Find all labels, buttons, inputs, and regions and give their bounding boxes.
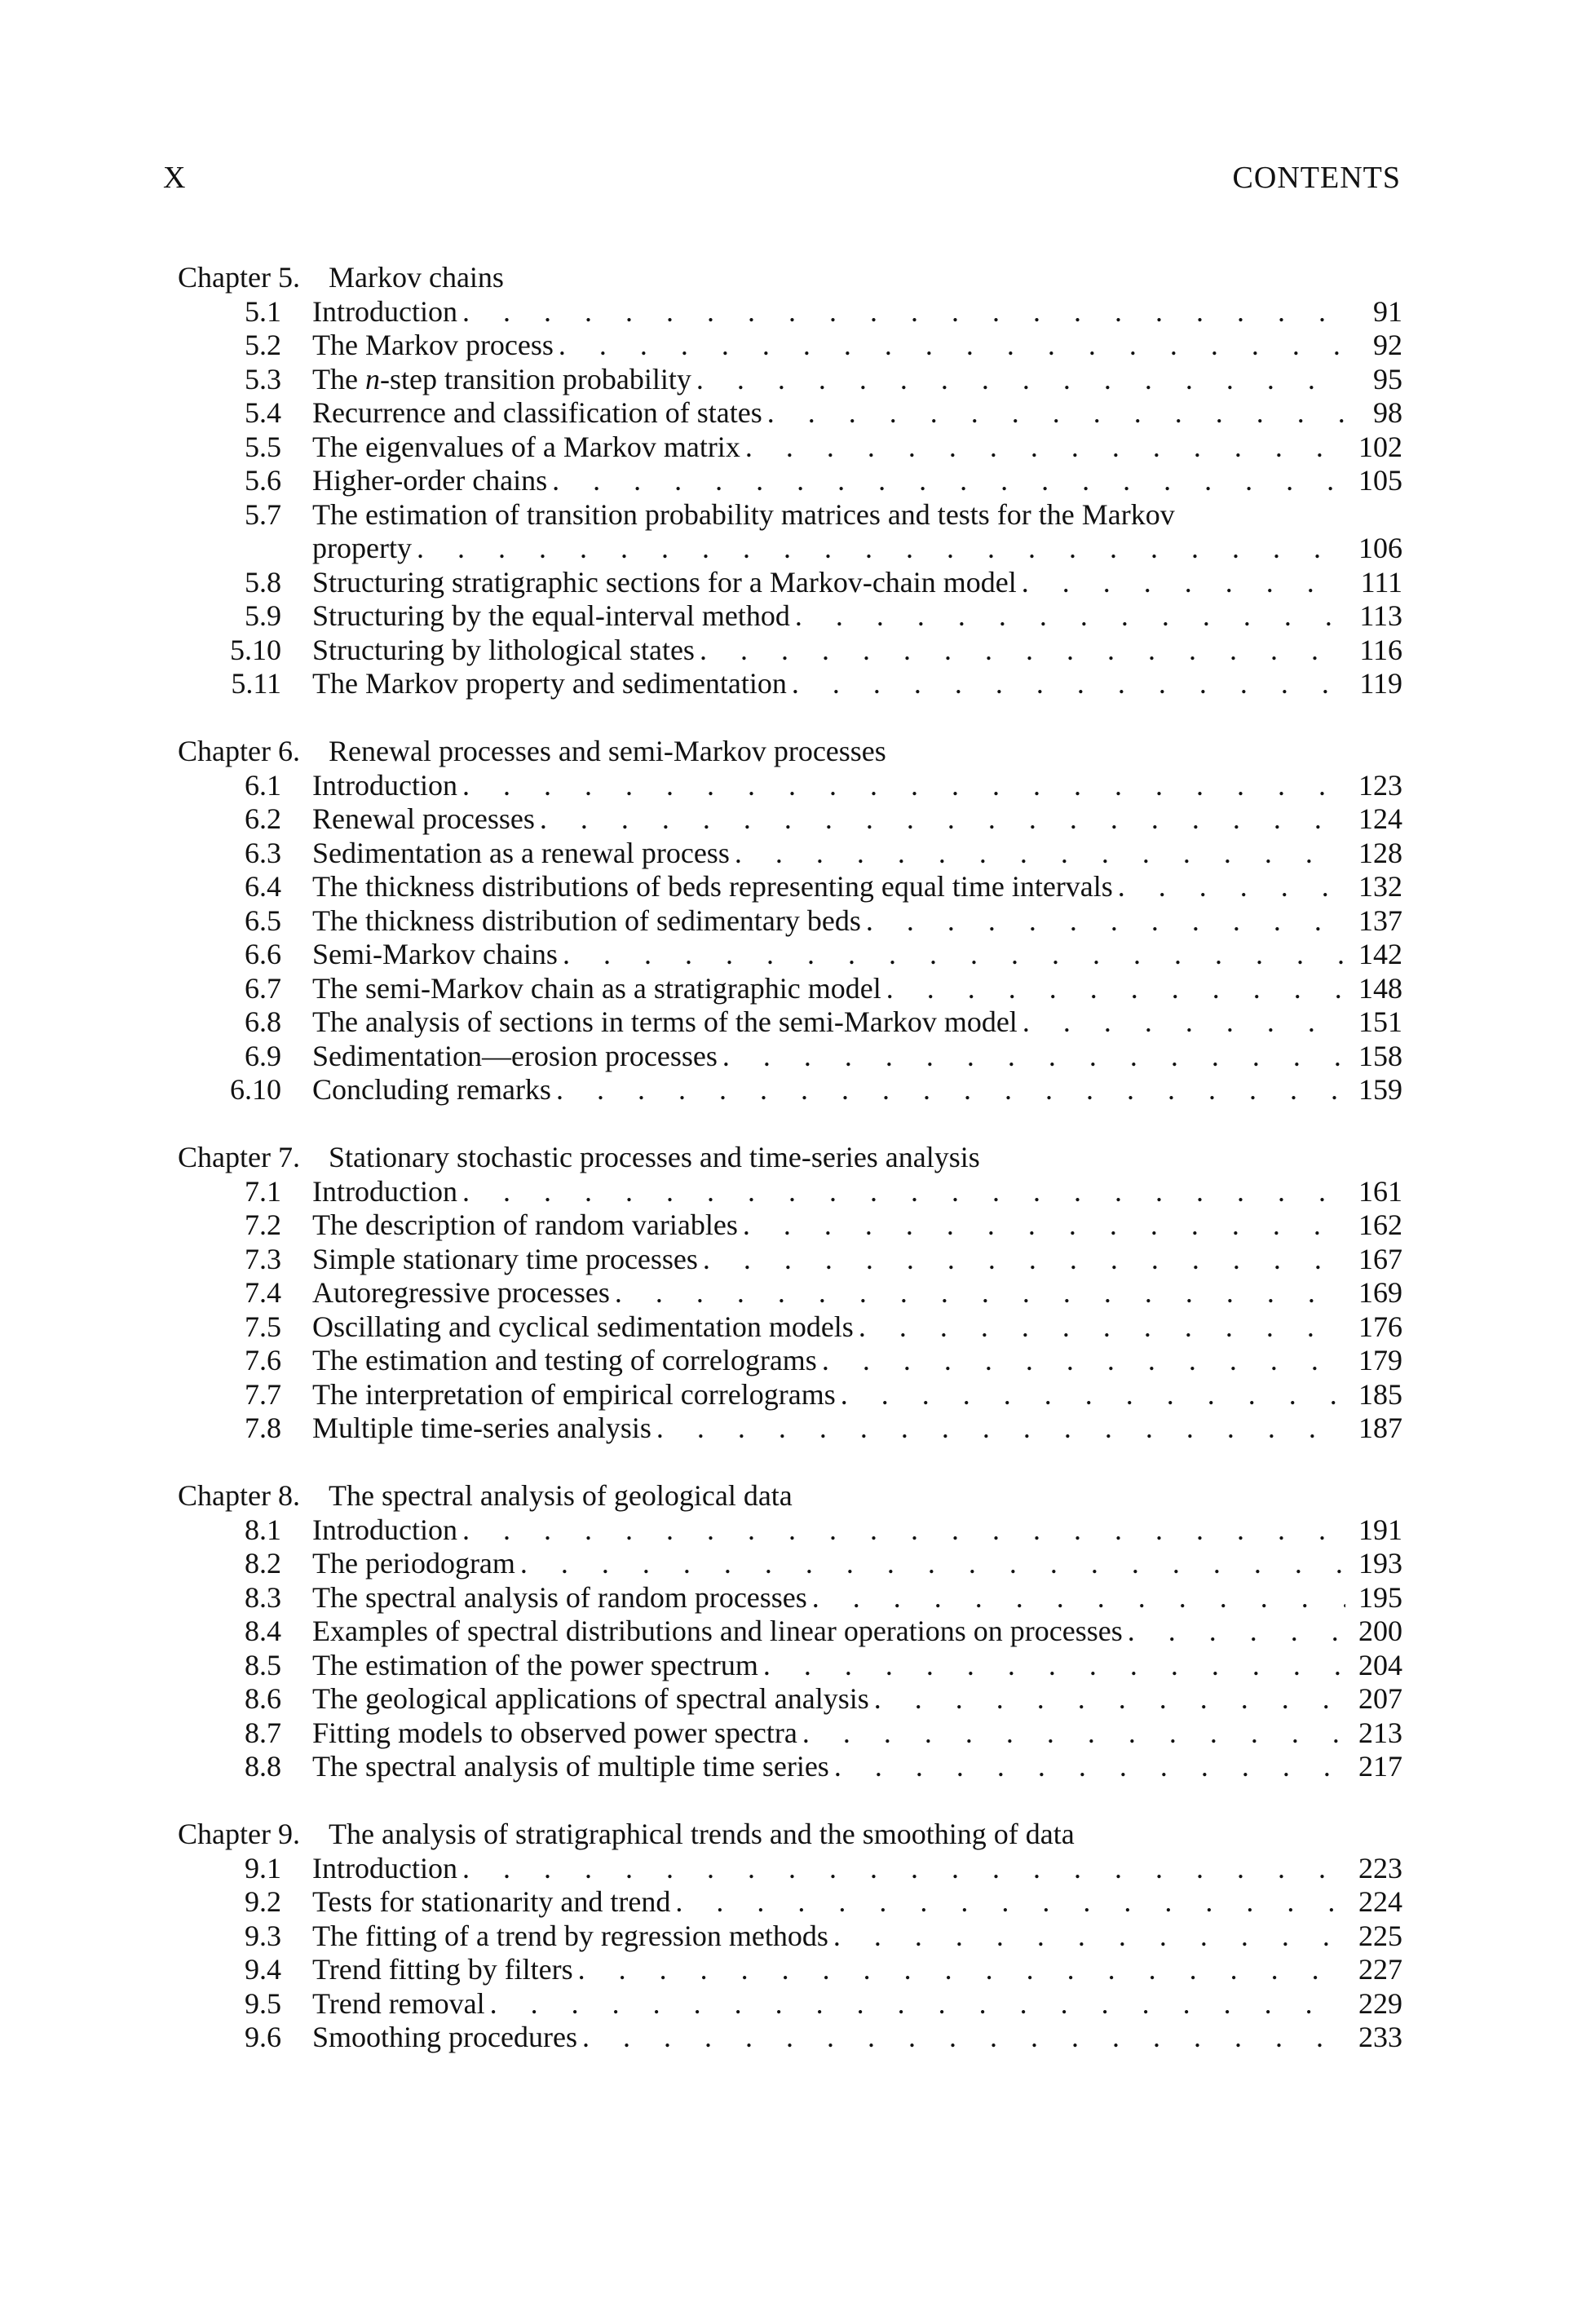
section-page-number: 142 [1358, 938, 1402, 970]
section-title: Smoothing procedures [312, 2021, 577, 2053]
dot-leader [578, 1953, 1345, 1987]
section-page-number: 223 [1358, 1851, 1402, 1884]
dot-leader [462, 1852, 1345, 1886]
section-title: Recurrence and classification of states [312, 396, 762, 429]
chapter-block [178, 1141, 1402, 1446]
section-page-number: 162 [1358, 1208, 1402, 1241]
dot-leader [696, 363, 1345, 397]
dot-leader [417, 532, 1345, 566]
dot-leader [559, 329, 1345, 363]
toc-entry[interactable] [178, 1243, 1402, 1277]
toc-entry[interactable] [178, 1513, 1402, 1548]
section-title: The periodogram [312, 1547, 515, 1580]
section-page-number: 95 [1373, 362, 1402, 395]
dot-leader [563, 938, 1345, 972]
toc-entry[interactable] [178, 464, 1402, 498]
section-number: 6.7 [245, 971, 281, 1005]
toc-entry[interactable] [178, 1716, 1402, 1751]
toc-entry-row [178, 431, 1402, 465]
table-of-contents [178, 261, 1402, 2088]
toc-entry[interactable] [178, 1310, 1402, 1345]
section-page-number: 176 [1358, 1310, 1402, 1343]
section-number: 8.3 [245, 1580, 281, 1614]
chapter-heading[interactable] [178, 1479, 1402, 1513]
toc-entry[interactable] [178, 1750, 1402, 1784]
toc-entry[interactable] [178, 1005, 1402, 1040]
toc-entry[interactable] [178, 1547, 1402, 1581]
section-page-number: 151 [1358, 1005, 1402, 1038]
section-title-line1: The estimation of transition probability matrices and tests for the Markov [312, 497, 1175, 531]
section-page-number: 179 [1358, 1344, 1402, 1376]
section-number: 6.5 [245, 904, 281, 937]
section-number: 5.9 [245, 599, 281, 632]
dot-leader [1128, 1615, 1345, 1649]
toc-entry[interactable] [178, 1649, 1402, 1683]
section-title: Introduction [312, 294, 457, 328]
section-number: 5.10 [230, 633, 281, 666]
toc-entry-row [178, 1547, 1402, 1581]
section-title: Trend removal [312, 1986, 485, 2020]
section-number: 5.5 [245, 430, 281, 463]
dot-leader [615, 1276, 1345, 1310]
section-title: Structuring by lithological states [312, 633, 695, 666]
toc-entry[interactable] [178, 769, 1402, 803]
dot-leader [462, 1175, 1345, 1209]
section-title: Examples of spectral distributions and linear operations on processes [312, 1615, 1123, 1647]
section-page-number: 229 [1358, 1986, 1402, 2020]
toc-entry-row [178, 1243, 1402, 1277]
section-title: Trend fitting by filters [312, 1953, 573, 1986]
toc-entry[interactable] [178, 1276, 1402, 1310]
section-number: 8.7 [245, 1716, 281, 1749]
section-title: Concluding remarks [312, 1073, 551, 1106]
toc-entry-row [178, 972, 1402, 1006]
page-title: CONTENTS [1232, 161, 1401, 195]
section-page-number: 116 [1359, 633, 1402, 666]
toc-entry[interactable] [178, 2021, 1402, 2055]
toc-entry-row [178, 1750, 1402, 1784]
section-number: 8.1 [245, 1513, 281, 1546]
dot-leader [675, 1885, 1345, 1920]
section-page-number: 91 [1373, 294, 1402, 328]
toc-entry-row [178, 769, 1402, 803]
section-title: The fitting of a trend by regression methods [312, 1919, 828, 1952]
toc-entry[interactable] [178, 1987, 1402, 2021]
toc-entry-row [178, 1276, 1402, 1310]
section-number: 6.1 [245, 768, 281, 802]
toc-entry[interactable] [178, 1208, 1402, 1243]
section-number: 7.1 [245, 1174, 281, 1208]
section-title: The estimation of the power spectrum [312, 1648, 758, 1681]
toc-entry[interactable] [178, 904, 1402, 939]
section-page-number: 111 [1360, 565, 1402, 599]
section-page-number: 213 [1358, 1716, 1402, 1749]
section-title: The interpretation of empirical correlograms [312, 1377, 836, 1411]
dot-leader [743, 1208, 1345, 1243]
section-page-number: 132 [1358, 870, 1402, 903]
dot-leader [1118, 870, 1345, 904]
section-number: 6.8 [245, 1005, 281, 1038]
section-title: The analysis of sections in terms of the semi-Markov model [312, 1005, 1018, 1038]
dot-leader [462, 1513, 1345, 1548]
section-title: The semi-Markov chain as a stratigraphic model [312, 971, 881, 1005]
section-page-number: 224 [1358, 1885, 1402, 1918]
section-number: 5.11 [231, 667, 281, 700]
section-number: 6.3 [245, 836, 281, 869]
toc-entry[interactable] [178, 1344, 1402, 1378]
toc-entry-first-line [178, 498, 1402, 532]
dot-leader [802, 1716, 1345, 1751]
section-title: The description of random variables [312, 1208, 738, 1241]
toc-entry-row [178, 1005, 1402, 1040]
section-title: The estimation and testing of correlograms [312, 1344, 817, 1376]
toc-entry-row [178, 1716, 1402, 1751]
toc-entry-row [178, 1885, 1402, 1920]
section-page-number: 158 [1358, 1039, 1402, 1072]
toc-entry-row [178, 1040, 1402, 1074]
dot-leader [462, 769, 1345, 803]
section-number: 8.2 [245, 1547, 281, 1580]
section-page-number: 106 [1358, 532, 1402, 564]
section-page-number: 161 [1358, 1174, 1402, 1208]
toc-entry[interactable] [178, 667, 1402, 701]
section-page-number: 105 [1358, 464, 1402, 497]
section-number: 8.6 [245, 1682, 281, 1715]
section-page-number: 113 [1359, 599, 1402, 632]
toc-entry-row [178, 1310, 1402, 1345]
dot-leader [822, 1344, 1345, 1378]
chapter-heading[interactable] [178, 1818, 1402, 1852]
dot-leader [656, 1412, 1345, 1446]
page-number: X [163, 161, 187, 195]
section-page-number: 92 [1373, 329, 1402, 361]
dot-leader [795, 599, 1345, 634]
section-number: 9.3 [245, 1919, 281, 1952]
dot-leader [1022, 1005, 1345, 1040]
section-page-number: 187 [1358, 1412, 1402, 1444]
dot-leader [886, 972, 1345, 1006]
section-page-number: 148 [1358, 971, 1402, 1005]
dot-leader [552, 464, 1345, 498]
section-page-number: 119 [1359, 667, 1402, 700]
section-title: Fitting models to observed power spectra [312, 1716, 797, 1749]
section-title: Structuring stratigraphic sections for a Markov-chain model [312, 565, 1017, 599]
toc-entry[interactable] [178, 431, 1402, 465]
chapter-title: Markov chains [329, 261, 504, 294]
section-title: The spectral analysis of random processes [312, 1580, 807, 1614]
section-title: Introduction [312, 1174, 457, 1208]
toc-entry-row [178, 1682, 1402, 1716]
chapter-title: Stationary stochastic processes and time-series analysis [329, 1141, 980, 1173]
toc-entry[interactable] [178, 1581, 1402, 1615]
toc-entry-row [178, 566, 1402, 600]
chapter-label: Chapter 9. [178, 1818, 300, 1850]
dot-leader [841, 1378, 1345, 1412]
section-page-number: 225 [1358, 1919, 1402, 1952]
section-number: 9.6 [245, 2021, 281, 2053]
toc-entry-row [178, 938, 1402, 972]
section-title: Semi-Markov chains [312, 938, 558, 970]
section-number: 7.7 [245, 1377, 281, 1411]
toc-entry-row [178, 634, 1402, 668]
dot-leader [792, 667, 1345, 701]
section-number: 6.10 [230, 1073, 281, 1106]
section-title: The n-step transition probability [312, 362, 691, 395]
toc-entry[interactable] [178, 802, 1402, 837]
toc-entry-row [178, 1920, 1402, 1954]
section-title: The thickness distributions of beds representing equal time intervals [312, 870, 1113, 903]
section-number: 6.6 [245, 938, 281, 970]
section-title: Introduction [312, 1851, 457, 1884]
toc-entry-row [178, 904, 1402, 939]
toc-entry-row [178, 464, 1402, 498]
section-number: 6.9 [245, 1039, 281, 1072]
section-title: Renewal processes [312, 802, 535, 835]
chapter-block [178, 1479, 1402, 1784]
section-number: 5.1 [245, 294, 281, 328]
section-title: Multiple time-series analysis [312, 1412, 651, 1444]
toc-entry[interactable] [178, 329, 1402, 363]
toc-entry-row [178, 1852, 1402, 1886]
dot-leader [735, 837, 1345, 871]
toc-entry-row [178, 1344, 1402, 1378]
section-page-number: 207 [1358, 1682, 1402, 1715]
section-number: 7.8 [245, 1412, 281, 1444]
section-number: 5.4 [245, 396, 281, 429]
toc-entry-row [178, 329, 1402, 363]
chapter-title: The analysis of stratigraphical trends and the smoothing of data [329, 1818, 1075, 1850]
chapter-block [178, 1818, 1402, 2055]
toc-entry[interactable] [178, 396, 1402, 431]
section-number: 8.5 [245, 1648, 281, 1681]
section-page-number: 124 [1358, 802, 1402, 835]
dot-leader [812, 1581, 1345, 1615]
section-page-number: 204 [1358, 1648, 1402, 1681]
toc-entry[interactable] [178, 1412, 1402, 1446]
section-number: 9.1 [245, 1851, 281, 1884]
section-page-number: 159 [1358, 1073, 1402, 1106]
section-title: The eigenvalues of a Markov matrix [312, 430, 740, 463]
toc-entry-row [178, 396, 1402, 431]
section-title: Higher-order chains [312, 464, 548, 497]
dot-leader [745, 431, 1345, 465]
toc-entry[interactable] [178, 1040, 1402, 1074]
dot-leader [767, 396, 1345, 431]
section-number: 5.3 [245, 362, 281, 395]
toc-entry-row [178, 1412, 1402, 1446]
dot-leader [859, 1310, 1345, 1345]
section-title: The spectral analysis of multiple time series [312, 1750, 829, 1783]
section-page-number: 167 [1358, 1242, 1402, 1275]
section-number: 7.4 [245, 1276, 281, 1309]
dot-leader [763, 1649, 1345, 1683]
chapter-title: Renewal processes and semi-Markov processes [329, 735, 886, 767]
section-page-number: 191 [1358, 1513, 1402, 1546]
toc-entry[interactable] [178, 634, 1402, 668]
toc-entry[interactable] [178, 870, 1402, 904]
toc-entry-row [178, 599, 1402, 634]
toc-entry[interactable] [178, 938, 1402, 972]
toc-entry-row [178, 2021, 1402, 2055]
section-number: 5.6 [245, 464, 281, 497]
toc-entry[interactable] [178, 1378, 1402, 1412]
toc-entry-row [178, 837, 1402, 871]
section-title: Simple stationary time processes [312, 1242, 698, 1275]
toc-entry-row [178, 1953, 1402, 1987]
toc-entry[interactable] [178, 1852, 1402, 1886]
toc-entry-row [178, 1208, 1402, 1243]
section-title: Autoregressive processes [312, 1276, 610, 1309]
section-page-number: 169 [1358, 1276, 1402, 1309]
section-title: Tests for stationarity and trend [312, 1885, 671, 1918]
section-title: The Markov process [312, 329, 554, 361]
toc-entry[interactable] [178, 1920, 1402, 1954]
toc-entry[interactable] [178, 1682, 1402, 1716]
section-page-number: 98 [1373, 396, 1402, 429]
dot-leader [866, 904, 1345, 939]
chapter-block [178, 735, 1402, 1107]
toc-entry-row [178, 1987, 1402, 2021]
dot-leader [722, 1040, 1345, 1074]
section-title: Introduction [312, 768, 457, 802]
section-title: property [312, 532, 412, 564]
chapter-label: Chapter 5. [178, 261, 300, 294]
dot-leader [520, 1547, 1345, 1581]
section-title: The Markov property and sedimentation [312, 667, 787, 700]
toc-entry-row [178, 1649, 1402, 1683]
toc-entry-row [178, 1378, 1402, 1412]
toc-entry[interactable] [178, 837, 1402, 871]
section-number: 9.5 [245, 1986, 281, 2020]
dot-leader [700, 634, 1345, 668]
toc-entry[interactable] [178, 566, 1402, 600]
toc-entry[interactable] [178, 498, 1402, 566]
toc-entry[interactable] [178, 972, 1402, 1006]
section-number: 5.7 [245, 497, 281, 531]
chapter-label: Chapter 6. [178, 735, 300, 767]
section-page-number: 227 [1358, 1953, 1402, 1986]
section-page-number: 195 [1358, 1580, 1402, 1614]
section-number: 9.4 [245, 1953, 281, 1986]
toc-entry-row [178, 1513, 1402, 1548]
dot-leader [490, 1987, 1345, 2021]
dot-leader [703, 1243, 1345, 1277]
toc-entry[interactable] [178, 363, 1402, 397]
section-title: Oscillating and cyclical sedimentation models [312, 1310, 854, 1343]
section-page-number: 102 [1358, 430, 1402, 463]
section-page-number: 200 [1358, 1615, 1402, 1647]
dot-leader [540, 802, 1345, 837]
dot-leader [1022, 566, 1345, 600]
toc-entry-row [178, 532, 1402, 566]
section-title: The thickness distribution of sedimentary beds [312, 904, 861, 937]
section-number: 8.8 [245, 1750, 281, 1783]
section-title: Structuring by the equal-interval method [312, 599, 790, 632]
section-number: 6.2 [245, 802, 281, 835]
dot-leader [834, 1750, 1345, 1784]
section-number: 7.6 [245, 1344, 281, 1376]
section-title: The geological applications of spectral analysis [312, 1682, 869, 1715]
toc-entry-row [178, 295, 1402, 329]
chapter-block [178, 261, 1402, 701]
section-number: 7.5 [245, 1310, 281, 1343]
section-page-number: 137 [1358, 904, 1402, 937]
toc-entry-row [178, 1581, 1402, 1615]
toc-entry[interactable] [178, 1885, 1402, 1920]
section-title: Sedimentation as a renewal process [312, 836, 730, 869]
dot-leader [556, 1073, 1345, 1107]
toc-entry[interactable] [178, 1953, 1402, 1987]
dot-leader [462, 295, 1345, 329]
toc-entry-row [178, 1175, 1402, 1209]
section-number: 9.2 [245, 1885, 281, 1918]
chapter-label: Chapter 7. [178, 1141, 300, 1173]
chapter-label: Chapter 8. [178, 1479, 300, 1512]
dot-leader [582, 2021, 1345, 2055]
toc-entry-row [178, 1073, 1402, 1107]
toc-entry-row [178, 802, 1402, 837]
dot-leader [833, 1920, 1345, 1954]
section-page-number: 185 [1358, 1377, 1402, 1411]
section-number: 7.3 [245, 1242, 281, 1275]
section-page-number: 193 [1358, 1547, 1402, 1580]
toc-entry[interactable] [178, 1073, 1402, 1107]
section-page-number: 128 [1358, 836, 1402, 869]
section-title: Sedimentation—erosion processes [312, 1039, 718, 1072]
toc-entry-row [178, 667, 1402, 701]
running-head [163, 160, 1401, 196]
toc-entry-row [178, 1615, 1402, 1649]
toc-entry-row [178, 363, 1402, 397]
dot-leader [874, 1682, 1345, 1716]
section-page-number: 123 [1358, 768, 1402, 802]
section-number: 8.4 [245, 1615, 281, 1647]
section-number: 5.8 [245, 565, 281, 599]
section-page-number: 217 [1358, 1750, 1402, 1783]
section-number: 6.4 [245, 870, 281, 903]
section-title: Introduction [312, 1513, 457, 1546]
chapter-heading[interactable] [178, 1141, 1402, 1175]
chapter-heading[interactable] [178, 261, 1402, 295]
chapter-heading[interactable] [178, 735, 1402, 769]
section-number: 5.2 [245, 329, 281, 361]
section-number: 7.2 [245, 1208, 281, 1241]
toc-entry[interactable] [178, 295, 1402, 329]
section-page-number: 233 [1358, 2021, 1402, 2053]
toc-entry[interactable] [178, 599, 1402, 634]
toc-entry-row [178, 870, 1402, 904]
toc-entry[interactable] [178, 1175, 1402, 1209]
toc-entry[interactable] [178, 1615, 1402, 1649]
chapter-title: The spectral analysis of geological data [329, 1479, 793, 1512]
